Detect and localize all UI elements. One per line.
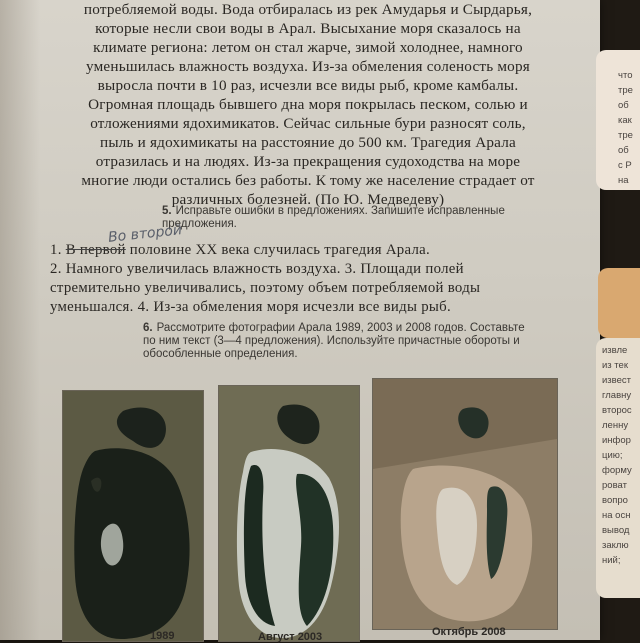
prose-line: потребляемой воды. Вода отбиралась из рек Амударья и Сырдарья,: [83, 1, 533, 18]
aral-photo-2008: [372, 378, 558, 630]
sidebar-fragment: что: [618, 70, 633, 81]
struck-words: В первой: [65, 242, 126, 258]
sidebar-fragment: об: [618, 145, 629, 156]
task-text-line-2: по ним текст (3—4 предложения). Используйте причастные обороты и: [143, 335, 520, 347]
task-6-instructions: [143, 322, 568, 361]
exercise-sentences: [50, 241, 565, 317]
sidebar-fragment: с Р: [618, 160, 632, 171]
sidebar-fragment: главну: [602, 390, 632, 401]
sidebar-fragment: извест: [602, 375, 631, 386]
prose-line: Огромная площадь бывшего дна моря покрылась песком, солью и: [88, 96, 528, 113]
aral-photo-1989: [62, 390, 204, 642]
photo-caption-2008: Октябрь 2008: [432, 626, 506, 638]
sidebar-fragment: заклю: [602, 540, 629, 551]
sidebar-fragment: роват: [602, 480, 627, 491]
sidebar-fragment: как: [618, 115, 632, 126]
sidebar-fragment: цию;: [602, 450, 623, 461]
task-text-continued: предложения.: [162, 218, 237, 230]
sentence-line-2: 2. Намного увеличилась влажность воздуха. 3. Площади полей: [50, 261, 464, 277]
task-text-line-1: Рассмотрите фотографии Арала 1989, 2003 и 2008 годов. Составьте: [156, 322, 525, 334]
sidebar-fragment: тре: [618, 85, 633, 96]
satellite-image: [373, 379, 557, 629]
sentence-line-4: уменьшался. 4. Из-за обмеления моря исчезли все виды рыб.: [50, 299, 451, 315]
sidebar-fragment: тре: [618, 130, 633, 141]
sidebar-tab-orange: [598, 268, 640, 338]
prose-line: климате региона: летом он стал жарче, зимой холоднее, намного: [93, 39, 523, 56]
photo-caption-1989: 1989: [150, 630, 175, 642]
handwritten-correction: Во второй: [107, 222, 183, 246]
task-number: 5.: [162, 205, 172, 217]
adjacent-page-sidebar: [588, 0, 640, 640]
prose-line: выросла почти в 10 раз, исчезли все виды рыб, кроме камбалы.: [97, 77, 519, 94]
sidebar-fragment: на осн: [602, 510, 631, 521]
sidebar-fragment: на: [618, 175, 629, 186]
sentence-rest: половине XX века случилась трагедия Арала.: [125, 242, 431, 258]
sentence-number: 1.: [50, 242, 66, 258]
prose-line: которые несли свои воды в Арал. Высыхание моря сказалось на: [95, 20, 521, 37]
sidebar-fragment: ний;: [602, 555, 621, 566]
sentence-line-1: [50, 241, 565, 260]
sidebar-fragment: вывод: [602, 525, 630, 536]
sidebar-fragment: инфор: [602, 435, 631, 446]
photo-caption-2003: Август 2003: [258, 631, 323, 643]
prose-line: многие люди остались без работы. К тому же население страдает от: [81, 172, 535, 189]
task-5-instructions: [162, 205, 562, 231]
sidebar-fragment: вопро: [602, 495, 628, 506]
sidebar-fragment: форму: [602, 465, 632, 476]
task-text-line-3: обособленные определения.: [143, 348, 298, 360]
prose-line: пыль и ядохимикаты на расстояние до 500 км. Трагедия Арала: [100, 134, 516, 151]
prose-line: различных болезней. (По Ю. Медведеву): [171, 191, 445, 208]
satellite-image: [63, 391, 203, 641]
sidebar-fragment: ленну: [602, 420, 629, 431]
prose-line: отразилась и на людях. Из-за прекращения судоходства на море: [95, 153, 521, 170]
sidebar-fragment: второс: [602, 405, 632, 416]
prose-line: уменьшилась влажность воздуха. Из-за обмеления соленость моря: [86, 58, 530, 75]
sidebar-fragment: извле: [602, 345, 628, 356]
aral-photo-2003: [218, 385, 360, 642]
task-number: 6.: [143, 322, 153, 334]
satellite-image: [219, 386, 359, 641]
task-text: Исправьте ошибки в предложениях. Запишите исправленные: [175, 205, 505, 217]
sidebar-fragment: об: [618, 100, 629, 111]
prose-line: отложениями ядохимикатов. Сейчас сильные бури разносят соль,: [90, 115, 526, 132]
sidebar-fragment: из тек: [602, 360, 628, 371]
sentence-line-3: стремительно увеличивались, поэтому объем потребляемой воды: [50, 280, 481, 296]
prose-text: [58, 0, 558, 209]
